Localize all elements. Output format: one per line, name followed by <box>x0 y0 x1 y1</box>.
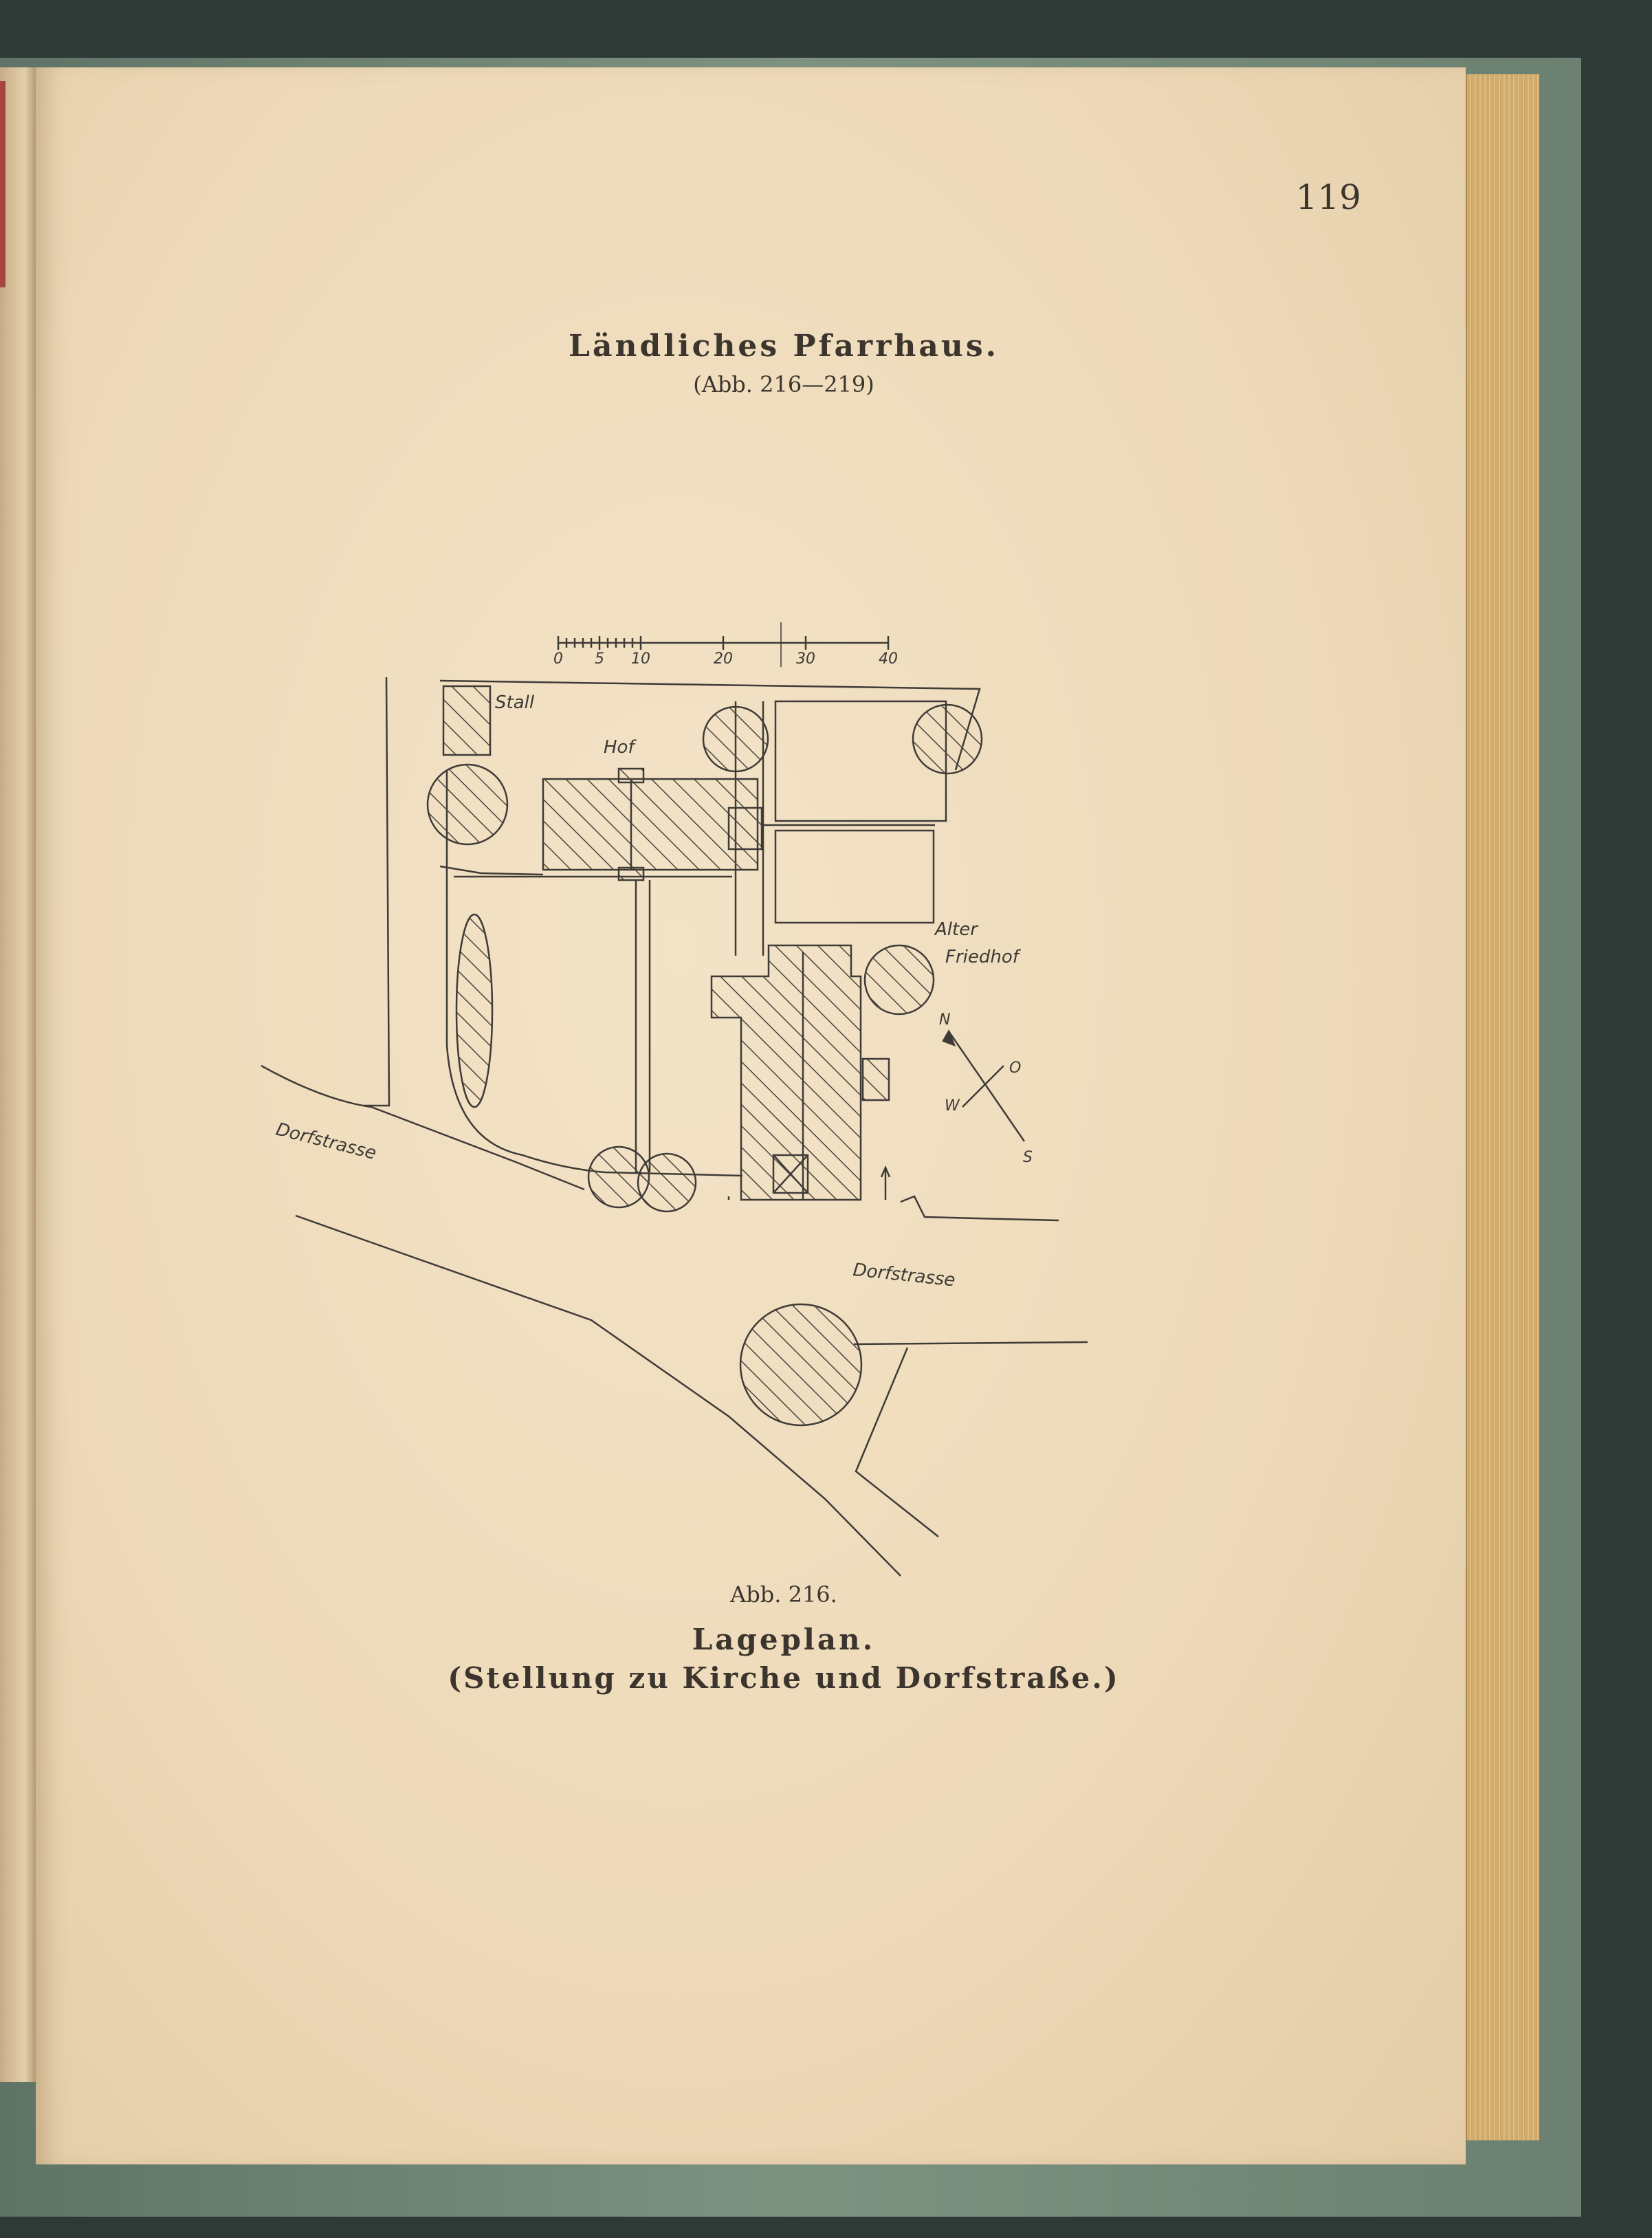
label-dorfstrasse-west: Dorfstrasse <box>274 1119 379 1164</box>
compass-rose <box>943 1031 1024 1141</box>
scale-label-40: 40 <box>879 650 898 668</box>
label-friedhof: Friedhof <box>945 947 1019 967</box>
tree <box>428 765 507 844</box>
tree <box>638 1154 696 1211</box>
church-porch <box>863 1059 889 1100</box>
label-stall: Stall <box>495 692 535 713</box>
hedge <box>456 914 492 1107</box>
parsonage-house <box>543 779 758 870</box>
compass-s: S <box>1023 1149 1033 1166</box>
tree <box>703 707 768 771</box>
stable-building <box>443 686 490 755</box>
scale-label-5: 5 <box>595 650 604 668</box>
page-number: 119 <box>1295 177 1361 217</box>
figure-title: Lageplan. <box>692 1623 876 1656</box>
scale-label-10: 10 <box>631 650 650 668</box>
page-heading: Ländliches Pfarrhaus. <box>569 329 999 364</box>
compass-o: O <box>1009 1060 1022 1077</box>
page-heading-reference: (Abb. 216—219) <box>693 371 874 397</box>
church-building <box>712 945 861 1200</box>
scale-label-20: 20 <box>714 650 733 668</box>
opposite-boundary-top <box>854 1342 1088 1344</box>
scale-label-30: 30 <box>796 650 815 668</box>
cemetery-plot-2 <box>775 831 934 923</box>
tree <box>865 945 934 1014</box>
opposite-boundary-side <box>856 1348 938 1537</box>
label-hof: Hof <box>604 737 635 758</box>
village-tree <box>740 1304 861 1425</box>
figure-subtitle: (Stellung zu Kirche und Dorfstraße.) <box>448 1661 1120 1695</box>
scale-label-0: 0 <box>553 650 563 668</box>
west-boundary <box>363 677 389 1106</box>
label-alter: Alter <box>935 919 978 940</box>
compass-w: W <box>945 1097 960 1115</box>
tree <box>913 705 982 774</box>
figure-number: Abb. 216. <box>730 1581 837 1608</box>
label-dorfstrasse-south: Dorfstrasse <box>852 1260 956 1291</box>
compass-n: N <box>939 1011 951 1029</box>
